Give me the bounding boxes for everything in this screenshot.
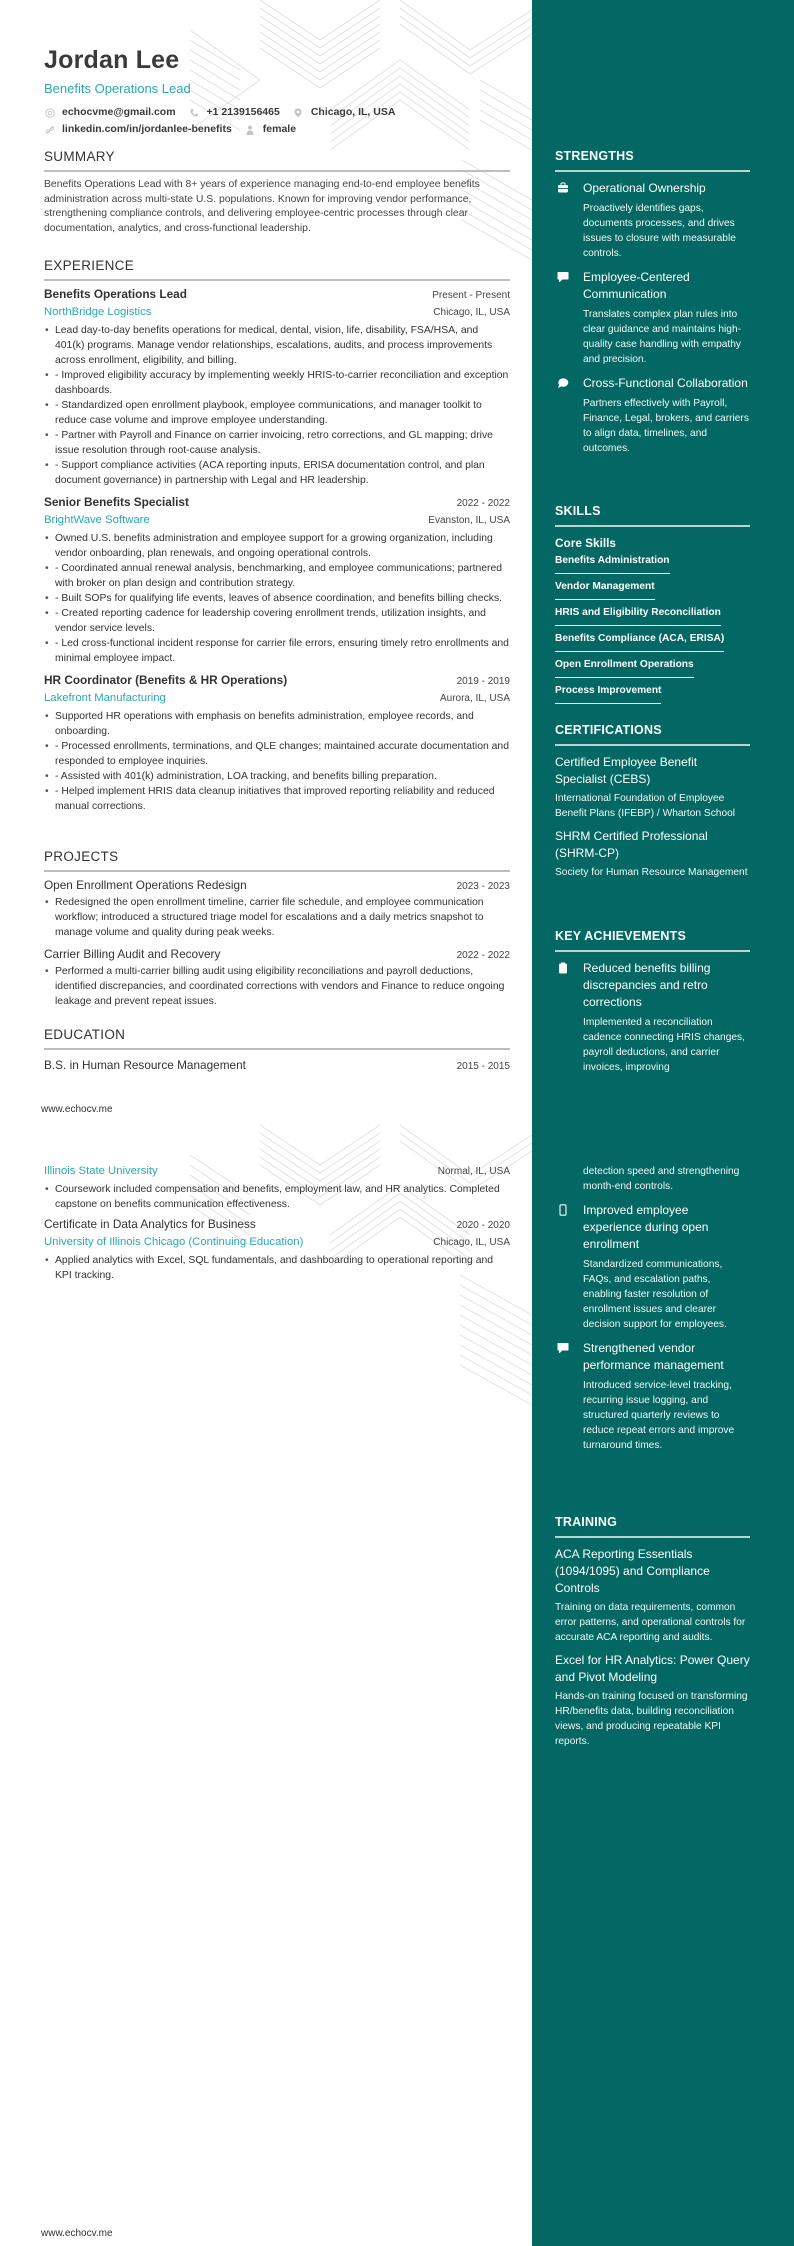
company-name: BrightWave Software (44, 514, 150, 526)
bullet: • - Partner with Payroll and Finance on carrier invoicing, retro corrections, and GL mapping; drive issue resolution through root-cause analysis. (44, 428, 510, 458)
bullet: • Owned U.S. benefits administration and employee support for a growing organization, including vendor onboarding, plan renewals, and ongoing operational controls. (44, 531, 510, 561)
achievement-title: Improved employee experience during open enrollment (583, 1203, 709, 1251)
training-name: ACA Reporting Essentials (1094/1095) and Compliance Controls (555, 1547, 710, 1595)
skill-tag: Benefits Compliance (ACA, ERISA) (555, 632, 724, 652)
education-section (44, 1026, 510, 1075)
skill-tag: Process Improvement (555, 684, 661, 704)
linkedin-contact[interactable]: linkedin.com/in/jordanlee-benefits (44, 121, 232, 138)
map-pin-icon (293, 107, 304, 118)
cert-org: International Foundation of Employee Benefit Plans (IFEBP) / Wharton School (555, 793, 736, 819)
section-title-projects: PROJECTS (44, 848, 510, 872)
skills-list (555, 554, 750, 710)
school-location: Normal, IL, USA (437, 1166, 510, 1177)
briefcase-icon (555, 180, 583, 261)
achievement-item (555, 960, 750, 1075)
degree-dates: 2015 - 2015 (456, 1061, 510, 1072)
job-bullets (44, 323, 510, 488)
section-title-education: EDUCATION (44, 1026, 510, 1050)
project-dates: 2023 - 2023 (456, 881, 510, 892)
skill-category: Core Skills (555, 536, 616, 550)
header (44, 45, 510, 138)
mobile-icon (555, 1202, 583, 1332)
achievement-item-continued (555, 1164, 750, 1194)
training-desc: Hands-on training focused on transforming HR/benefits data, building reconciliation views, and producing repeatable KPI reports. (555, 1691, 748, 1747)
footer-site-link[interactable]: www.echocv.me (41, 2228, 113, 2239)
strength-item (555, 375, 750, 456)
strengths-section (555, 148, 750, 464)
gender-info: female (245, 121, 296, 138)
school-name: University of Illinois Chicago (Continuing Education) (44, 1236, 304, 1248)
job-bullets (44, 531, 510, 666)
projects-section (44, 848, 510, 1015)
bullet: • - Created reporting cadence for leadership covering enrollment trends, utilization insights, and vendor service levels. (44, 606, 510, 636)
section-title-skills: SKILLS (555, 503, 750, 527)
phone-contact[interactable]: +1 2139156465 (189, 104, 280, 121)
footer-site-link[interactable]: www.echocv.me (41, 1104, 113, 1115)
degree-title: Certificate in Data Analytics for Business (44, 1217, 256, 1231)
company-name: Lakefront Manufacturing (44, 692, 166, 704)
bullet: • Coursework included compensation and benefits, employment law, and HR analytics. Completed capstone on benefits communication effectiveness. (44, 1182, 510, 1212)
project-bullets (44, 964, 510, 1009)
achievement-desc: Standardized communications, FAQs, and escalation paths, enabling faster resolution of enrollment issues and clearer decision support for employees. (583, 1259, 727, 1330)
degree-dates: 2020 - 2020 (456, 1220, 510, 1231)
job-location: Aurora, IL, USA (439, 693, 510, 704)
achievement-desc: Introduced service-level tracking, recurring issue logging, and structured quarterly reviews to reduce repeat errors and improve turnaround times. (583, 1380, 735, 1451)
company-name: NorthBridge Logistics (44, 306, 152, 318)
bullet: • - Improved eligibility accuracy by implementing weekly HRIS-to-carrier reconciliation and exception dashboards. (44, 368, 510, 398)
at-sign-icon (44, 107, 55, 118)
strength-item (555, 180, 750, 261)
bullet: • - Led cross-functional incident response for carrier file errors, ensuring timely retro enrollments and minimal employee impact. (44, 636, 510, 666)
job-title: Senior Benefits Specialist (44, 495, 189, 509)
project-title: Open Enrollment Operations Redesign (44, 878, 247, 892)
section-title-training: TRAINING (555, 1514, 750, 1538)
contact-row-1 (44, 104, 510, 121)
strength-title: Employee-Centered Communication (583, 270, 690, 301)
bullet: • Lead day-to-day benefits operations for medical, dental, vision, life, disability, FSA/HSA, and 401(k) programs. Manage vendor relationships, escalations, audits, and process improvements across enrollment, eligibility, and billing. (44, 323, 510, 368)
job-title: Benefits Operations Lead (44, 287, 187, 301)
strength-desc: Translates complex plan rules into clear guidance and maintains high-quality case handling with empathy and precision. (583, 309, 742, 365)
job-entry (44, 286, 510, 488)
section-title-strengths: STRENGTHS (555, 148, 750, 172)
candidate-name: Jordan Lee (44, 46, 180, 74)
job-location: Evanston, IL, USA (428, 515, 510, 526)
phone-icon (189, 107, 200, 118)
school-location: Chicago, IL, USA (433, 1237, 510, 1248)
project-bullets (44, 895, 510, 940)
bullet: • Supported HR operations with emphasis on benefits administration, employee records, and onboarding. (44, 709, 510, 739)
experience-section (44, 257, 510, 820)
job-location: Chicago, IL, USA (433, 307, 510, 318)
achievement-item (555, 1340, 750, 1453)
training-name: Excel for HR Analytics: Power Query and Pivot Modeling (555, 1653, 750, 1684)
achievement-item (555, 1202, 750, 1332)
location-contact: Chicago, IL, USA (293, 104, 396, 121)
strength-desc: Partners effectively with Payroll, Finance, Legal, brokers, and carriers to align data, timelines, and outcomes. (583, 398, 749, 454)
section-title-certifications: CERTIFICATIONS (555, 722, 750, 746)
bullet: • - Standardized open enrollment playbook, employee communications, and manager toolkit to reduce case volume and improve employee understanding. (44, 398, 510, 428)
email-contact[interactable]: echocvme@gmail.com (44, 104, 176, 121)
summary-section (44, 148, 510, 236)
project-title: Carrier Billing Audit and Recovery (44, 947, 221, 961)
bullet: • - Coordinated annual renewal analysis, benchmarking, and employee communications; partnered with broker on plan design and contribution strategy. (44, 561, 510, 591)
comment-icon (555, 269, 583, 367)
cert-name: SHRM Certified Professional (SHRM-CP) (555, 829, 708, 860)
job-entry (44, 494, 510, 666)
strength-desc: Proactively identifies gaps, documents processes, and drives issues to closure with measurable controls. (583, 203, 736, 259)
strength-title: Cross-Functional Collaboration (583, 376, 748, 390)
education-section-continued (44, 1163, 510, 1283)
job-dates: 2019 - 2019 (456, 676, 510, 687)
job-dates: 2022 - 2022 (456, 498, 510, 509)
achievement-title: Reduced benefits billing discrepancies and retro corrections (583, 961, 711, 1009)
clipboard-icon (555, 960, 583, 1075)
certifications-section (555, 722, 750, 887)
section-title-achievements: KEY ACHIEVEMENTS (555, 928, 750, 952)
job-entry (44, 672, 510, 814)
section-title-experience: EXPERIENCE (44, 257, 510, 281)
skills-section (555, 503, 750, 710)
cert-name: Certified Employee Benefit Specialist (CEBS) (555, 755, 698, 786)
skill-tag: Benefits Administration (555, 554, 670, 574)
person-icon (245, 124, 256, 135)
bullet: • - Processed enrollments, terminations, and QLE changes; maintained accurate documentation and responded to employee inquiries. (44, 739, 510, 769)
strength-item (555, 269, 750, 367)
achievements-section-continued (555, 1164, 750, 1461)
link-icon (44, 124, 55, 135)
bullet: • - Built SOPs for qualifying life events, leaves of absence coordination, and benefits billing checks. (44, 591, 510, 606)
job-bullets (44, 709, 510, 814)
contact-row-2 (44, 121, 510, 138)
training-section (555, 1514, 750, 1756)
summary-text: Benefits Operations Lead with 8+ years of experience managing end-to-end employee benefits administration across multi-state U.S. populations. Known for improving vendor performance, strengthening compliance controls, and delivering employee-centric processes through clear documentation, analytics, and cross-functional leadership. (44, 179, 480, 234)
bullet: • - Assisted with 401(k) administration, LOA tracking, and benefits billing preparation. (44, 769, 510, 784)
candidate-role: Benefits Operations Lead (44, 81, 191, 96)
cert-org: Society for Human Resource Management (555, 867, 748, 878)
bullet: • Performed a multi-carrier billing audit using eligibility reconciliations and payroll deductions, identified discrepancies, and coordinated corrections with vendors and Finance to reduce ongoing leakage and prevent repeat issues. (44, 964, 510, 1009)
comment-icon (555, 1340, 583, 1453)
school-name: Illinois State University (44, 1165, 158, 1177)
bullet: • - Support compliance activities (ACA reporting inputs, ERISA documentation control, and plan document governance) in partnership with Legal and HR leadership. (44, 458, 510, 488)
skill-tag: Vendor Management (555, 580, 655, 600)
skill-tag: Open Enrollment Operations (555, 658, 694, 678)
bullet: • Redesigned the open enrollment timeline, carrier file schedule, and employee communication workflow; introduced a structured triage model for escalations and a daily metrics snapshot to manage volume and quality during peak weeks. (44, 895, 510, 940)
project-entry (44, 877, 510, 940)
achievement-desc: detection speed and strengthening month-end controls. (583, 1166, 740, 1192)
project-entry (44, 946, 510, 1009)
achievement-desc: Implemented a reconciliation cadence connecting HRIS changes, payroll deductions, and carrier invoices, improving (583, 1017, 745, 1073)
degree-title: B.S. in Human Resource Management (44, 1058, 246, 1072)
project-dates: 2022 - 2022 (456, 950, 510, 961)
section-title-summary: SUMMARY (44, 148, 510, 172)
job-title: HR Coordinator (Benefits & HR Operations) (44, 673, 288, 687)
skill-tag: HRIS and Eligibility Reconciliation (555, 606, 721, 626)
bullet: • Applied analytics with Excel, SQL fundamentals, and dashboarding to operational reporting and KPI tracking. (44, 1253, 510, 1283)
chat-bubble-icon (555, 375, 583, 456)
education-bullets (44, 1253, 510, 1283)
achievements-section (555, 928, 750, 1083)
training-desc: Training on data requirements, common error patterns, and operational controls for accurate ACA reporting and audits. (555, 1602, 746, 1643)
bullet: • - Helped implement HRIS data cleanup initiatives that improved reporting reliability and reduced manual corrections. (44, 784, 510, 814)
education-bullets (44, 1182, 510, 1212)
job-dates: Present - Present (432, 290, 510, 301)
strength-title: Operational Ownership (583, 181, 706, 195)
achievement-title: Strengthened vendor performance management (583, 1341, 724, 1372)
